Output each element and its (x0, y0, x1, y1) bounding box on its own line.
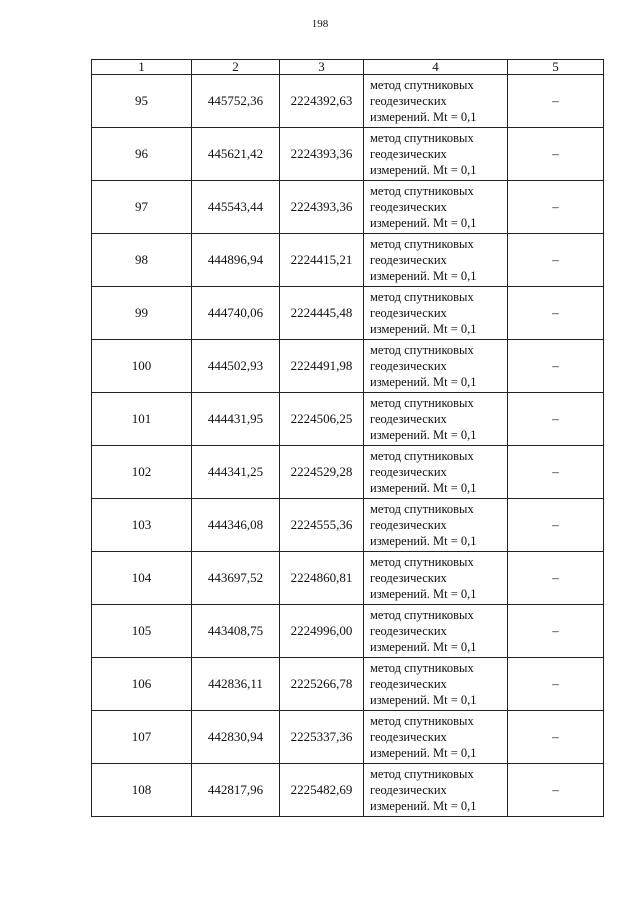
note-cell: – (508, 393, 604, 446)
note-cell: – (508, 605, 604, 658)
y-coordinate-cell: 2224393,36 (280, 128, 364, 181)
x-coordinate-cell: 442817,96 (192, 764, 280, 817)
note-cell: – (508, 234, 604, 287)
point-number-cell: 96 (92, 128, 192, 181)
point-number-cell: 101 (92, 393, 192, 446)
note-cell: – (508, 340, 604, 393)
method-cell: метод спутниковых геодезических измерений. Mt = 0,1 (364, 287, 508, 340)
table-row (92, 711, 604, 764)
header-row (92, 60, 604, 75)
table-row (92, 128, 604, 181)
x-coordinate-cell: 444346,08 (192, 499, 280, 552)
point-number-cell: 103 (92, 499, 192, 552)
method-cell: метод спутниковых геодезических измерений. Mt = 0,1 (364, 499, 508, 552)
point-number-cell: 106 (92, 658, 192, 711)
point-number-cell: 102 (92, 446, 192, 499)
table-row (92, 605, 604, 658)
x-coordinate-cell: 445543,44 (192, 181, 280, 234)
point-number-cell: 99 (92, 287, 192, 340)
method-cell: метод спутниковых геодезических измерений. Mt = 0,1 (364, 234, 508, 287)
note-cell: – (508, 75, 604, 128)
note-cell: – (508, 446, 604, 499)
y-coordinate-cell: 2224392,63 (280, 75, 364, 128)
table-row (92, 287, 604, 340)
column-header-1: 1 (92, 60, 192, 75)
method-cell: метод спутниковых геодезических измерений. Mt = 0,1 (364, 181, 508, 234)
table-row (92, 340, 604, 393)
coordinates-table (91, 59, 604, 817)
point-number-cell: 98 (92, 234, 192, 287)
x-coordinate-cell: 444502,93 (192, 340, 280, 393)
note-cell: – (508, 764, 604, 817)
x-coordinate-cell: 444431,95 (192, 393, 280, 446)
point-number-cell: 97 (92, 181, 192, 234)
method-cell: метод спутниковых геодезических измерений. Mt = 0,1 (364, 552, 508, 605)
y-coordinate-cell: 2224860,81 (280, 552, 364, 605)
point-number-cell: 105 (92, 605, 192, 658)
point-number-cell: 100 (92, 340, 192, 393)
x-coordinate-cell: 444896,94 (192, 234, 280, 287)
y-coordinate-cell: 2224491,98 (280, 340, 364, 393)
method-cell: метод спутниковых геодезических измерений. Mt = 0,1 (364, 658, 508, 711)
page-number: 198 (311, 18, 329, 30)
y-coordinate-cell: 2224445,48 (280, 287, 364, 340)
x-coordinate-cell: 445752,36 (192, 75, 280, 128)
y-coordinate-cell: 2225482,69 (280, 764, 364, 817)
table-row (92, 552, 604, 605)
point-number-cell: 108 (92, 764, 192, 817)
note-cell: – (508, 658, 604, 711)
y-coordinate-cell: 2224529,28 (280, 446, 364, 499)
column-header-5: 5 (508, 60, 604, 75)
point-number-cell: 95 (92, 75, 192, 128)
note-cell: – (508, 552, 604, 605)
x-coordinate-cell: 444740,06 (192, 287, 280, 340)
table-row (92, 234, 604, 287)
table-row (92, 181, 604, 234)
table-body (92, 75, 604, 817)
method-cell: метод спутниковых геодезических измерений. Mt = 0,1 (364, 764, 508, 817)
table-row (92, 499, 604, 552)
note-cell: – (508, 287, 604, 340)
y-coordinate-cell: 2224415,21 (280, 234, 364, 287)
x-coordinate-cell: 445621,42 (192, 128, 280, 181)
table-row (92, 393, 604, 446)
method-cell: метод спутниковых геодезических измерений. Mt = 0,1 (364, 75, 508, 128)
table-header (92, 60, 604, 75)
method-cell: метод спутниковых геодезических измерений. Mt = 0,1 (364, 446, 508, 499)
y-coordinate-cell: 2224996,00 (280, 605, 364, 658)
point-number-cell: 104 (92, 552, 192, 605)
y-coordinate-cell: 2224555,36 (280, 499, 364, 552)
x-coordinate-cell: 443697,52 (192, 552, 280, 605)
y-coordinate-cell: 2224506,25 (280, 393, 364, 446)
x-coordinate-cell: 442836,11 (192, 658, 280, 711)
method-cell: метод спутниковых геодезических измерений. Mt = 0,1 (364, 605, 508, 658)
table-row (92, 658, 604, 711)
method-cell: метод спутниковых геодезических измерений. Mt = 0,1 (364, 128, 508, 181)
y-coordinate-cell: 2224393,36 (280, 181, 364, 234)
column-header-4: 4 (364, 60, 508, 75)
point-number-cell: 107 (92, 711, 192, 764)
y-coordinate-cell: 2225337,36 (280, 711, 364, 764)
method-cell: метод спутниковых геодезических измерений. Mt = 0,1 (364, 393, 508, 446)
note-cell: – (508, 711, 604, 764)
method-cell: метод спутниковых геодезических измерений. Mt = 0,1 (364, 340, 508, 393)
table-row (92, 446, 604, 499)
x-coordinate-cell: 444341,25 (192, 446, 280, 499)
x-coordinate-cell: 442830,94 (192, 711, 280, 764)
table-row (92, 75, 604, 128)
note-cell: – (508, 499, 604, 552)
column-header-3: 3 (280, 60, 364, 75)
note-cell: – (508, 128, 604, 181)
method-cell: метод спутниковых геодезических измерений. Mt = 0,1 (364, 711, 508, 764)
table-row (92, 764, 604, 817)
note-cell: – (508, 181, 604, 234)
y-coordinate-cell: 2225266,78 (280, 658, 364, 711)
x-coordinate-cell: 443408,75 (192, 605, 280, 658)
column-header-2: 2 (192, 60, 280, 75)
